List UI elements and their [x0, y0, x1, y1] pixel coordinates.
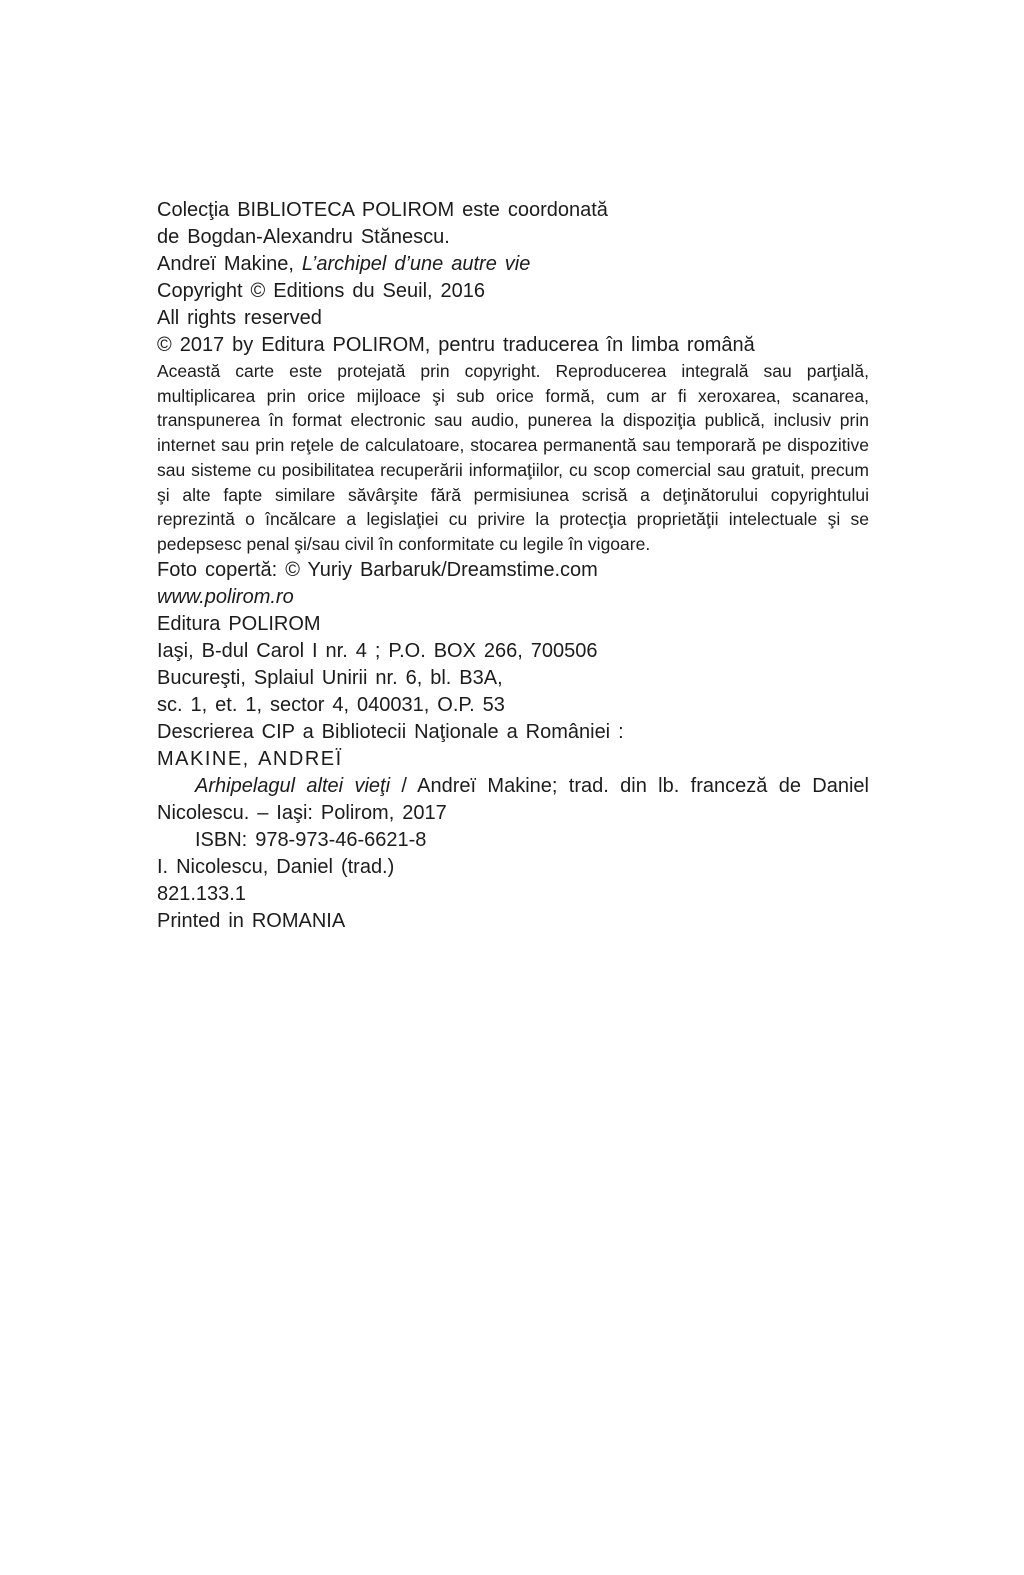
romanian-copyright-line: © 2017 by Editura POLIROM, pentru traducerea în limba română [157, 334, 755, 356]
original-copyright-block [157, 278, 869, 332]
original-book-title: L’archipel d’une autre vie [301, 253, 531, 275]
cip-title-details: / Andreï Makine; trad. din lb. franceză de Daniel Nicolescu. – Iaşi: Polirom, 2017 [157, 774, 869, 824]
cip-title-entry [157, 773, 869, 827]
translator-entry: I. Nicolescu, Daniel (trad.) [157, 855, 395, 878]
cip-heading: Descrierea CIP a Bibliotecii Naţionale a României : [157, 720, 624, 743]
original-copyright-line: Copyright © Editions du Seuil, 2016 [157, 280, 486, 302]
copyright-page-content [157, 197, 869, 935]
publisher-name: Editura POLIROM [157, 612, 321, 635]
udc-classification-number: 821.133.1 [157, 882, 246, 905]
publisher-website: www.polirom.ro [157, 585, 294, 608]
publisher-address-line: Bucureşti, Splaiul Unirii nr. 6, bl. B3A, [157, 666, 503, 689]
publisher-address-line: Iaşi, B-dul Carol I nr. 4 ; P.O. BOX 266, 700506 [157, 639, 598, 662]
original-title-line [157, 251, 869, 278]
printed-in-line: Printed in ROMANIA [157, 909, 346, 932]
rights-reserved-line: All rights reserved [157, 307, 322, 329]
series-note-line1: Colecţia BIBLIOTECA POLIROM este coordonată [157, 199, 608, 221]
publisher-address-line: sc. 1, et. 1, sector 4, 040031, O.P. 53 [157, 693, 505, 716]
series-note [157, 197, 869, 251]
cip-author-entry: MAKINE, ANDREÏ [157, 747, 343, 770]
author-name: Andreï Makine, [157, 253, 302, 275]
publisher-address-block [157, 611, 869, 719]
romanian-book-title: Arhipelagul altei vieţi [195, 774, 391, 797]
isbn-line: ISBN: 978-973-46-6621-8 [195, 828, 427, 851]
cover-photo-credit: Foto copertă: © Yuriy Barbaruk/Dreamstime.com [157, 558, 598, 581]
series-note-line2: de Bogdan-Alexandru Stănescu. [157, 226, 450, 248]
copyright-legal-notice: Această carte este protejată prin copyright. Reproducerea integrală sau parţială, multiplicarea prin orice mijloace şi sub orice formă, cum ar fi xeroxarea, scanarea, transpunerea în format electronic sau audio, punerea la dispoziţia publică, inclusiv prin internet sau prin reţele de calculatoare, stocarea permanentă sau temporară pe dispozitive sau sisteme cu posibilitatea recuperării informaţiilor, cu scop comercial sau gratuit, precum şi alte fapte similare săvârşite fără permisiunea scrisă a deţinătorului copyrightului reprezintă o încălcare a legislaţiei cu privire la protecţia proprietăţii intelectuale şi se pedepsesc penal şi/sau civil în conformitate cu legile în vigoare. [157, 361, 869, 554]
